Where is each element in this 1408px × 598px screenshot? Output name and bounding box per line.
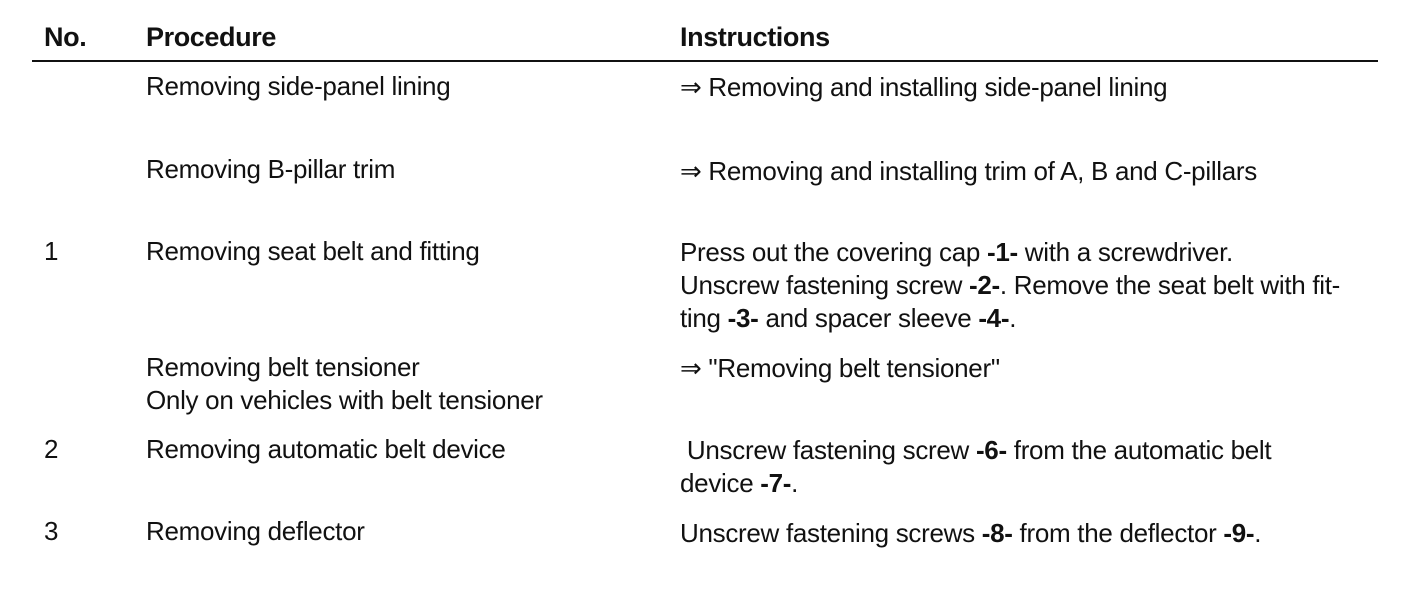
row-2-procedure: Removing seat belt and fitting: [146, 236, 480, 266]
row-2-instr-line-2: Unscrew fastening screw -2-. Remove the seat belt with fit-: [680, 270, 1341, 300]
callout-ref: -4-: [978, 303, 1010, 333]
row-4-instructions: [680, 434, 1271, 500]
row-3-procedure-line-1: Removing belt tensioner: [146, 352, 420, 382]
row-2-instr-line-3: ting -3- and spacer sleeve -4-.: [680, 303, 1017, 333]
row-5-instructions: [680, 517, 1261, 550]
row-4-instr-line-2: device -7-.: [680, 468, 799, 498]
row-4-instr-line-1: Unscrew fastening screw -6- from the automatic belt: [680, 435, 1272, 465]
header-instructions: Instructions: [680, 22, 830, 52]
callout-ref: -2-: [969, 270, 1000, 300]
header-no: No.: [44, 22, 87, 52]
row-2-no: 1: [44, 236, 59, 266]
row-5-instr-line-1: Unscrew fastening screws -8- from the deflector -9-.: [680, 518, 1262, 548]
row-5-no: 3: [44, 516, 59, 546]
callout-ref: -7-: [760, 468, 792, 498]
callout-ref: -1-: [986, 237, 1018, 267]
row-2-instructions: [680, 236, 1340, 335]
row-4-procedure: Removing automatic belt device: [146, 434, 506, 464]
row-1-instructions: ⇒ Removing and installing trim of A, B and C-pillars: [680, 156, 1257, 186]
callout-ref: -9-: [1223, 518, 1255, 548]
row-0-instructions: ⇒ Removing and installing side-panel lining: [680, 72, 1168, 102]
row-2-instr-line-1: Press out the covering cap -1- with a screwdriver.: [680, 237, 1233, 267]
row-4-no: 2: [44, 434, 59, 464]
row-1-procedure: Removing B-pillar trim: [146, 154, 396, 184]
callout-ref: -8-: [981, 518, 1013, 548]
callout-ref: -3-: [727, 303, 759, 333]
row-3-instructions: ⇒ "Removing belt tensioner": [680, 353, 1000, 383]
header-rule: [32, 60, 1378, 62]
callout-ref: -6-: [975, 435, 1007, 465]
header-procedure: Procedure: [146, 22, 276, 52]
row-5-procedure: Removing deflector: [146, 516, 365, 546]
row-3-procedure-line-2: Only on vehicles with belt tensioner: [146, 385, 543, 415]
row-3-procedure: [146, 351, 543, 417]
row-0-procedure: Removing side-panel lining: [146, 71, 451, 101]
